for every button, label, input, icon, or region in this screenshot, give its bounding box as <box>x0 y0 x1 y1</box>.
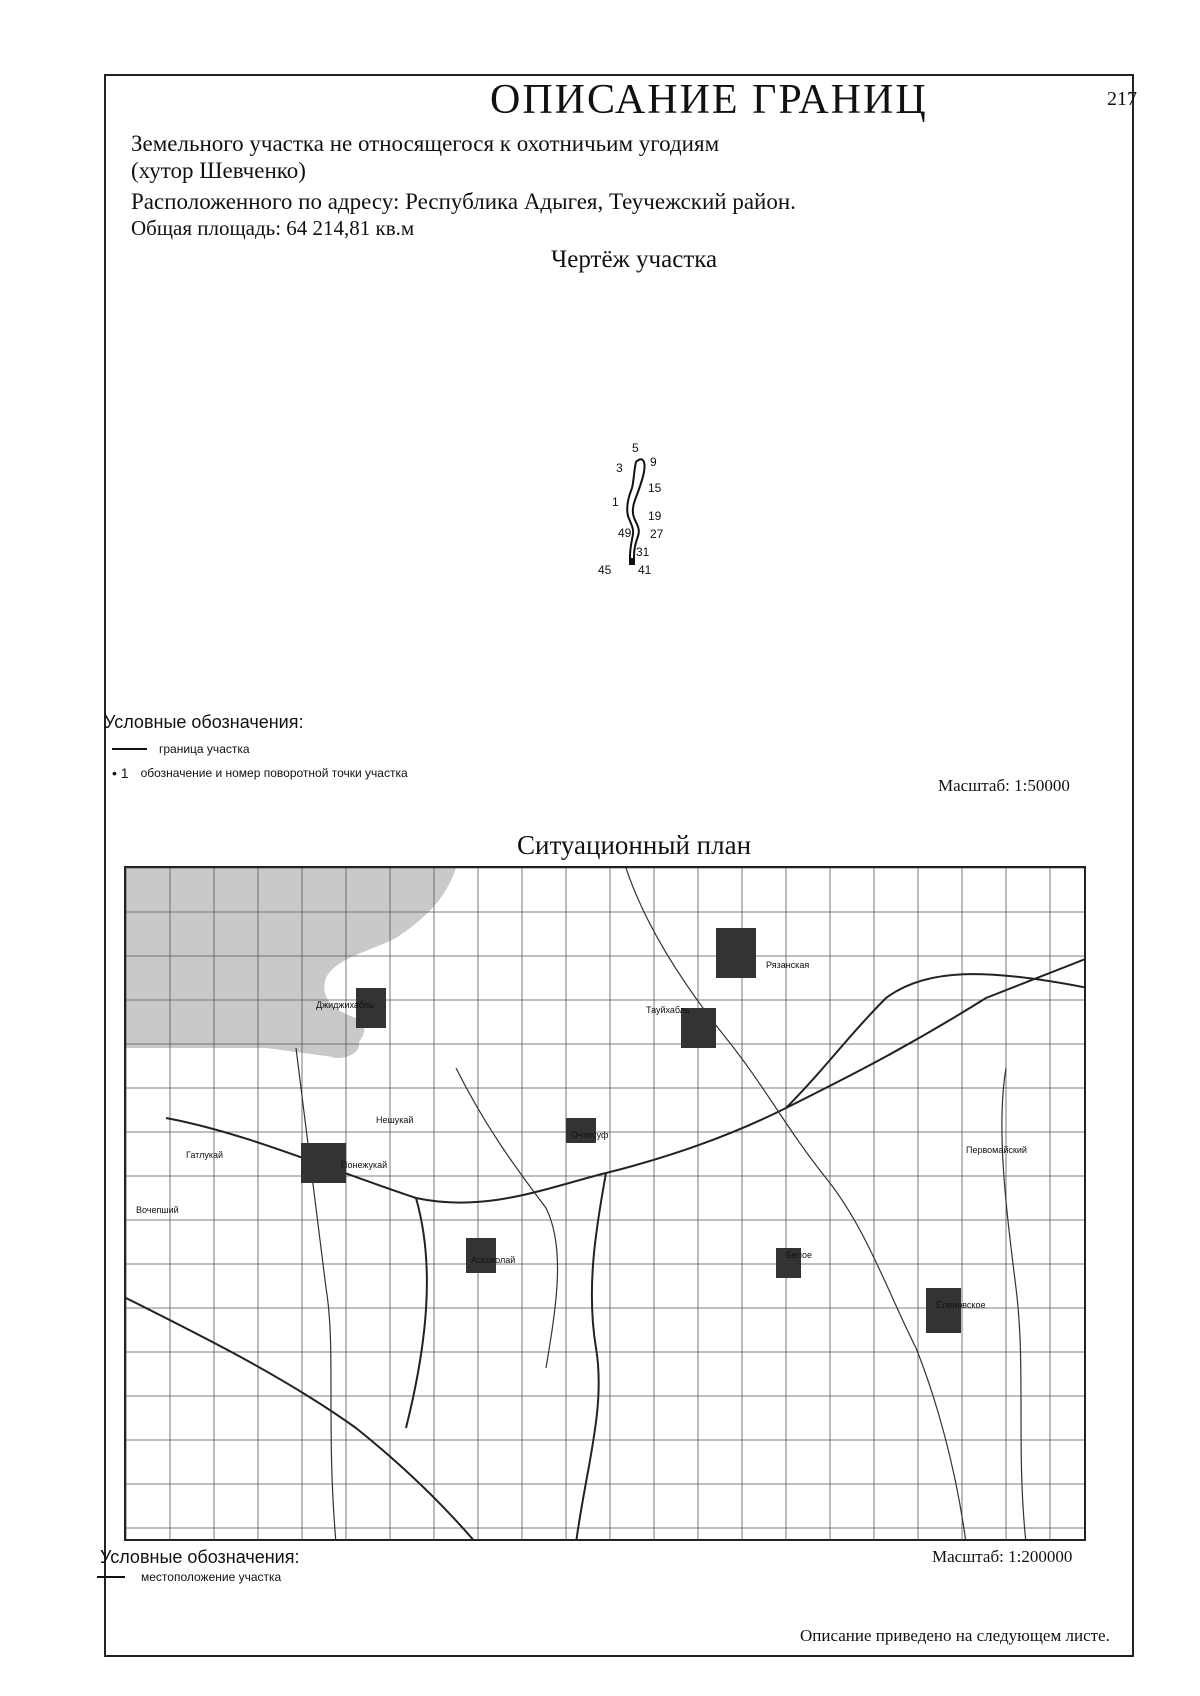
west-road <box>406 1198 427 1428</box>
reservoir-area <box>126 868 456 1058</box>
scale-bottom: Масштаб: 1:200000 <box>932 1547 1073 1566</box>
plot-outline-drawing <box>590 440 680 590</box>
point-label-49: 49 <box>618 526 632 540</box>
situation-plan-title: Ситуационный план <box>517 830 752 860</box>
settlement-block <box>716 928 756 978</box>
map-label: Тауйхабль <box>646 1005 690 1015</box>
map-label: Рязанская <box>766 960 810 970</box>
settlement-block <box>926 1288 961 1333</box>
point-label-5: 5 <box>632 441 639 455</box>
settlement-block <box>301 1143 346 1183</box>
legend-bottom-title: Условные обозначения: <box>100 1547 300 1567</box>
point-label-19: 19 <box>648 509 662 523</box>
line-symbol-icon <box>112 748 147 750</box>
document-title: ОПИСАНИЕ ГРАНИЦ <box>490 77 928 123</box>
map-label: Джиджихабль <box>316 1000 374 1010</box>
legend-item-label: граница участка <box>159 742 250 756</box>
map-label: Белое <box>786 1250 812 1260</box>
point-label-45: 45 <box>598 563 612 577</box>
map-label: Понежукай <box>341 1160 388 1170</box>
scale-top: Масштаб: 1:50000 <box>938 776 1070 795</box>
point-label-15: 15 <box>648 481 662 495</box>
map-label: Первомайский <box>966 1145 1027 1155</box>
heading-line-4: Общая площадь: 64 214,81 кв.м <box>131 216 415 240</box>
topographic-map <box>126 868 1086 1541</box>
map-label: Ассоколай <box>471 1255 516 1265</box>
drawing-title: Чертёж участка <box>551 246 718 273</box>
legend-top-title: Условные обозначения: <box>104 712 304 732</box>
heading-line-3: Расположенного по адресу: Республика Адыгея, Теучежский район. <box>131 189 796 214</box>
point-label-41: 41 <box>638 563 652 577</box>
legend-item-label: обозначение и номер поворотной точки участка <box>140 766 408 780</box>
heading-line-2: (хутор Шевченко) <box>131 158 306 183</box>
river-center <box>456 1068 558 1368</box>
legend-item-boundary <box>112 742 250 756</box>
footer-note: Описание приведено на следующем листе. <box>800 1626 1110 1645</box>
river-east <box>1002 1068 1026 1541</box>
point-label-31: 31 <box>636 545 650 559</box>
map-settlements <box>301 928 961 1333</box>
point-label-27: 27 <box>650 527 664 541</box>
south-road <box>576 1173 606 1541</box>
map-label: Вочепший <box>136 1205 179 1215</box>
heading-line-1: Земельного участка не относящегося к охотничьим угодиям <box>131 131 720 156</box>
point-label-3: 3 <box>616 461 623 475</box>
page-number: 217 <box>1107 88 1137 110</box>
point-label-9: 9 <box>650 455 657 469</box>
map-label: Гатлукай <box>186 1150 224 1160</box>
map-label: Нешукай <box>376 1115 414 1125</box>
map-label: Очэпсуф <box>571 1130 609 1140</box>
legend-item-point <box>112 765 408 781</box>
map-label: Еленовское <box>936 1300 986 1310</box>
point-label-1: 1 <box>612 495 619 509</box>
point-symbol-icon: • 1 <box>112 765 129 781</box>
line-symbol-icon <box>97 1576 125 1578</box>
legend-item-label: местоположение участка <box>141 1570 282 1584</box>
situation-map <box>124 866 1086 1541</box>
legend-item-location <box>97 1570 281 1584</box>
